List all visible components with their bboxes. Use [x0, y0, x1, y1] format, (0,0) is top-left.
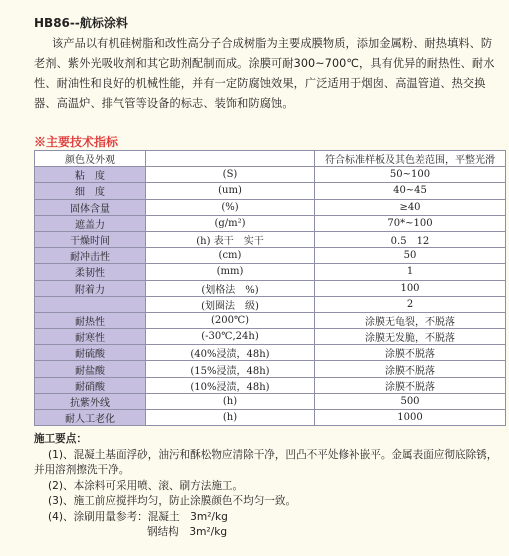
cell-unit: (10%浸渍，48h) [146, 377, 315, 393]
cell-item: 固体含量 [35, 199, 146, 215]
spec-rows [35, 167, 506, 426]
header-cell-item: 颜色及外观 [35, 151, 146, 167]
cell-unit: (-30℃,24h) [146, 329, 315, 345]
section-heading-specs: ※主要技术指标 [34, 135, 119, 149]
cell-value: 涂膜不脱落 [315, 345, 506, 361]
table-row [35, 215, 506, 231]
cell-item: 耐热性 [35, 312, 146, 328]
table-row [35, 345, 506, 361]
cell-item: 耐硝酸 [35, 377, 146, 393]
spec-table [34, 150, 506, 426]
cell-value: 70*~100 [315, 215, 506, 231]
product-description: 该产品以有机硅树脂和改性高分子合成树脂为主要成膜物质，添加金属粉、耐热填料、防老剂、紫外光吸收剂和其它助剂配制而成。涂膜可耐300~700℃，具有优异的耐热性、耐水性、耐油性和良好的机械性能，并有一定防腐蚀效果，广泛适用于烟囱、高温管道、热交换器、高温炉、排气管等设备的标志、装饰和防腐蚀。 [34, 37, 495, 110]
header-cell-value: 符合标准样板及其色差范围，平整光滑 [315, 151, 506, 167]
cell-value: 50 [315, 248, 506, 264]
cell-item: 柔韧性 [35, 264, 146, 280]
cell-value: 40~45 [315, 183, 506, 199]
cell-value: ≥40 [315, 199, 506, 215]
cell-value: 涂膜不脱落 [315, 377, 506, 393]
table-row [35, 361, 506, 377]
cell-item: 耐盐酸 [35, 361, 146, 377]
product-title: HB86--航标涂料 [34, 16, 128, 30]
construction-notes [34, 432, 504, 541]
table-row [35, 183, 506, 199]
cell-value: 500 [315, 393, 506, 409]
cell-value: 100 [315, 280, 506, 296]
table-row [35, 393, 506, 409]
cell-value: 50~100 [315, 167, 506, 183]
cell-item: 粘 度 [35, 167, 146, 183]
cell-value: 涂膜不脱落 [315, 361, 506, 377]
table-row [35, 231, 506, 247]
note-item-continued: 钢结构 3m²/kg [147, 526, 228, 538]
cell-unit: (划格法 %) [146, 280, 315, 296]
note-item: (1)、混凝土基面浮砂，油污和酥松物应清除干净，凹凸不平处修补嵌平。金属表面应彻底除锈，并用溶剂擦洗干净。 [34, 448, 498, 476]
table-row [35, 264, 506, 280]
cell-value: 1000 [315, 410, 506, 426]
cell-item: 干燥时间 [35, 231, 146, 247]
note-item: (2)、本涂料可采用喷、滚、刷方法施工。 [48, 479, 244, 492]
note-item: (3)、施工前应搅拌均匀，防止涂膜颜色不均匀一致。 [48, 495, 297, 507]
cell-unit: (15%浸渍，48h) [146, 361, 315, 377]
cell-item [35, 296, 146, 312]
table-header-row [35, 151, 506, 167]
cell-value: 涂膜无发脆，不脱落 [315, 329, 506, 345]
note-item: (4)、涂刷用量参考：混凝土 3m²/kg [48, 510, 228, 523]
table-row [35, 280, 506, 296]
cell-unit: (40%浸渍，48h) [146, 345, 315, 361]
cell-item: 抗紫外线 [35, 393, 146, 409]
cell-unit: (um) [146, 183, 315, 199]
cell-value: 0.5 12 [315, 231, 506, 247]
cell-unit: (mm) [146, 264, 315, 280]
cell-value: 1 [315, 264, 506, 280]
cell-item: 耐寒性 [35, 329, 146, 345]
cell-unit: (h) [146, 410, 315, 426]
table-row [35, 248, 506, 264]
cell-unit: (h) [146, 393, 315, 409]
cell-item: 耐人工老化 [35, 410, 146, 426]
cell-item: 遮盖力 [35, 215, 146, 231]
cell-value: 涂膜无龟裂，不脱落 [315, 312, 506, 328]
cell-unit: (h) 表干 实干 [146, 231, 315, 247]
table-row [35, 199, 506, 215]
cell-item: 附着力 [35, 280, 146, 296]
cell-item: 耐硫酸 [35, 345, 146, 361]
cell-unit: (g/m²) [146, 215, 315, 231]
cell-unit: (200℃) [146, 312, 315, 328]
cell-unit: (%) [146, 199, 315, 215]
table-row [35, 377, 506, 393]
table-row [35, 296, 506, 312]
notes-heading: 施工要点： [34, 433, 87, 445]
table-row [35, 167, 506, 183]
cell-value: 2 [315, 296, 506, 312]
cell-unit: (划圈法 级) [146, 296, 315, 312]
cell-item: 细 度 [35, 183, 146, 199]
cell-unit: (cm) [146, 248, 315, 264]
table-row [35, 410, 506, 426]
table-row [35, 329, 506, 345]
table-row [35, 312, 506, 328]
cell-item: 耐冲击性 [35, 248, 146, 264]
cell-unit: (S) [146, 167, 315, 183]
header-cell-unit [146, 151, 315, 167]
